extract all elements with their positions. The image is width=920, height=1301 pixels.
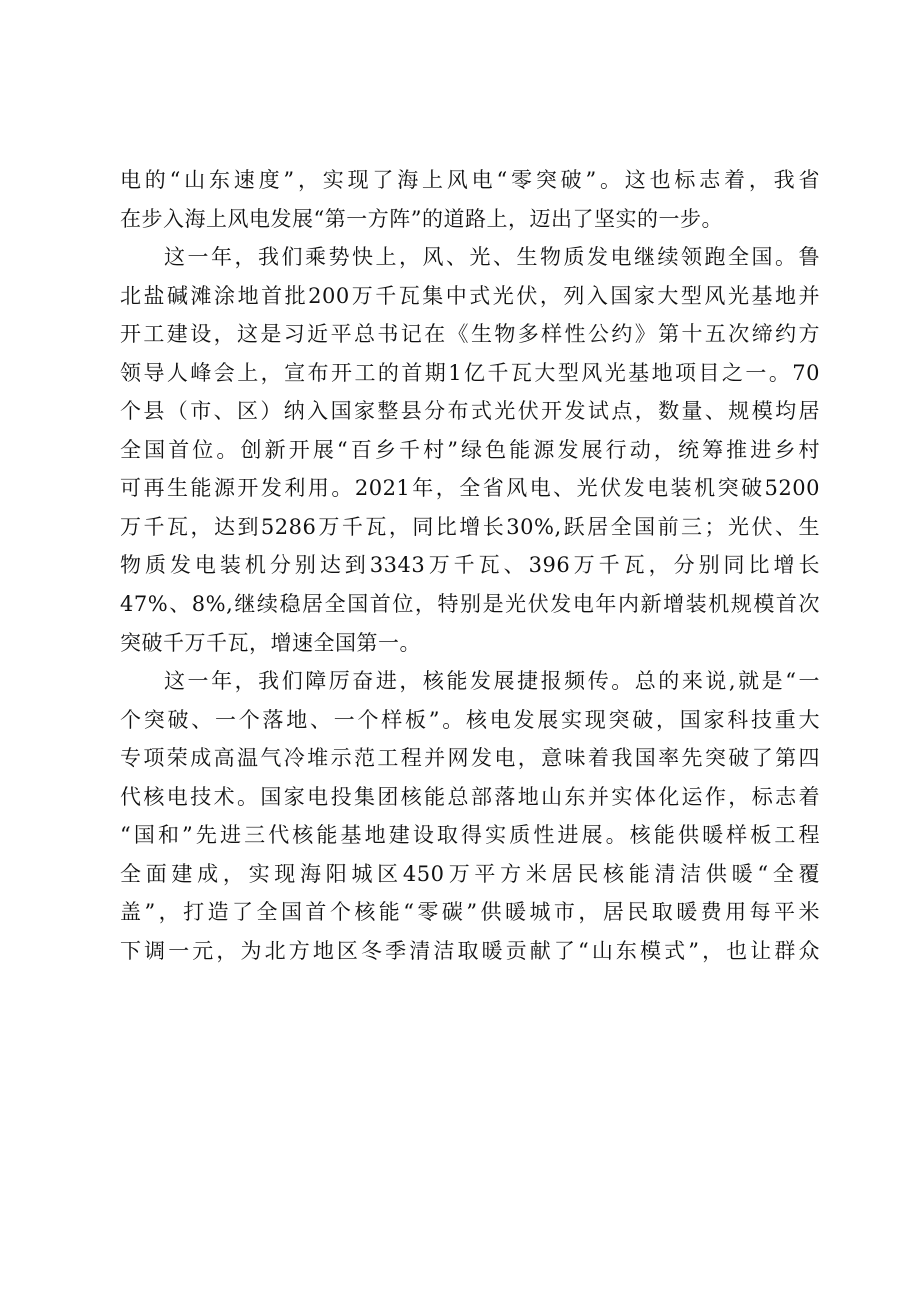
text-line: 47%、8%,继续稳居全国首位，特别是光伏发电年内新增装机规模首次: [120, 592, 820, 617]
text-line: 物质发电装机分别达到3343万千瓦、396万千瓦，分别同比增长: [120, 553, 820, 578]
text-line: 这一年，我们乘势快上，风、光、生物质发电继续领跑全国。鲁: [164, 245, 820, 270]
text-line: 全面建成，实现海阳城区450万平方米居民核能清洁供暖“全覆: [120, 861, 820, 886]
paragraph: [120, 238, 820, 662]
text-line: 在步入海上风电发展“第一方阵”的道路上，迈出了坚实的一步。: [120, 206, 723, 231]
text-line: 突破千万千瓦，增速全国第一。: [120, 630, 421, 655]
text-line: 万千瓦，达到5286万千瓦，同比增长30%,跃居全国前三；光伏、生: [120, 514, 820, 539]
text-line: 下调一元，为北方地区冬季清洁取暖贡献了“山东模式”，也让群众: [120, 938, 820, 963]
text-line: 电的“山东速度”，实现了海上风电“零突破”。这也标志着，我省: [120, 168, 820, 192]
text-line: 这一年，我们障厉奋进，核能发展捷报频传。总的来说,就是“一: [164, 669, 820, 694]
text-line: 个县（市、区）纳入国家整县分布式光伏开发试点，数量、规模均居: [120, 399, 820, 424]
text-line: 个突破、一个落地、一个样板”。核电发展实现突破，国家科技重大: [120, 707, 820, 732]
paragraph: [120, 161, 820, 238]
paragraph: [120, 662, 820, 970]
text-line: 领导人峰会上，宣布开工的首期1亿千瓦大型风光基地项目之一。70: [120, 360, 820, 385]
document-body: [120, 161, 820, 970]
text-line: 代核电技术。国家电投集团核能总部落地山东并实体化运作，标志着: [120, 784, 820, 809]
text-line: “国和”先进三代核能基地建设取得实质性进展。核能供暖样板工程: [120, 823, 820, 848]
text-line: 北盐碱滩涂地首批200万千瓦集中式光伏，列入国家大型风光基地并: [120, 283, 820, 308]
text-line: 开工建设，这是习近平总书记在《生物多样性公约》第十五次缔约方: [120, 322, 820, 347]
text-line: 盖”，打造了全国首个核能“零碳”供暖城市，居民取暖费用每平米: [120, 900, 820, 925]
text-line: 可再生能源开发利用。2021年，全省风电、光伏发电装机突破5200: [120, 476, 820, 501]
text-line: 专项荣成高温气冷堆示范工程并网发电，意味着我国率先突破了第四: [120, 746, 820, 771]
text-line: 全国首位。创新开展“百乡千村”绿色能源发展行动，统筹推进乡村: [120, 437, 820, 462]
